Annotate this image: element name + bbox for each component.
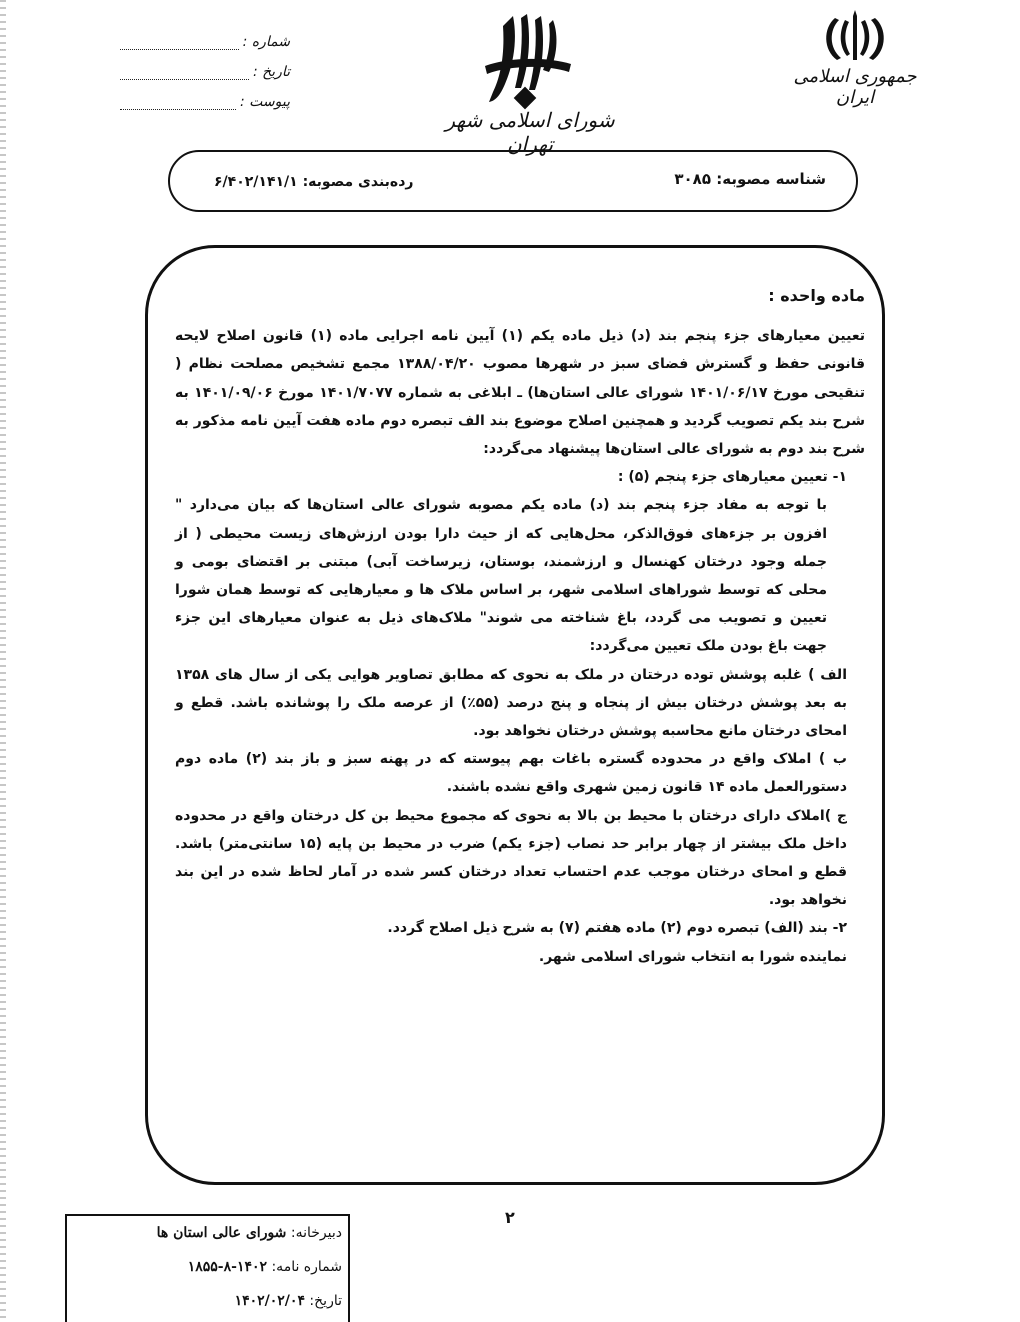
footer-line: نماینده شورا به انتخاب شورای اسلامی شهر. (538, 948, 847, 965)
header-field-line (120, 65, 249, 80)
stamp-date-value: ۱۴۰۲/۰۲/۰۴ (234, 1293, 305, 1309)
item-1-text: با توجه به مفاد جزء پنجم بند (د) ماده یکم مصوبه شورای عالی استان‌ها که بیان می‌دارد " افزون بر جزءهای فوق‌الذکر، محل‌هایی که از حیث دارا بودن ارزش‌های زیست محیطی ( از جمله وجود درختان کهنسال و ارزشمند، بوستان، زیرساخت آبی) مبتنی بر اقتضای بومی و محلی که توسط شوراهای اسلامی شهر، بر اساس ملاک ها و معیارهایی که توسط همان شورا تعیین و تصویب می گردد، باغ شناخته می شوند" ملاک‌های ذیل به عنوان معیارهای این جزء جهت باغ بودن ملک تعیین می‌گردد: (175, 497, 827, 655)
stamp-letter-value: ۱۴۰۲-۸-۱۸۵۵ (187, 1259, 268, 1275)
header-fields (120, 20, 290, 110)
item-1-title: ۱- تعیین معیارهای جزء پنجم (۵) : (617, 469, 847, 486)
scan-edge-artifact (0, 0, 6, 1320)
resolution-classification: رده‌بندی مصوبه: ۶/۴۰۲/۱۴۱/۱ (214, 174, 414, 190)
article-title: ماده واحده : (768, 286, 865, 305)
stamp-office-row (67, 1216, 348, 1250)
resolution-number: شناسه مصوبه: ۳۰۸۵ (674, 170, 826, 188)
header-field-attachment (120, 80, 290, 110)
item-2: ۲- بند (الف) تبصره دوم (۲) ماده هفتم (۷) به شرح ذیل اصلاح گردد. (387, 920, 847, 937)
header-field-line (120, 95, 236, 110)
header-field-number (120, 20, 290, 50)
logo-caption: شورای اسلامی شهر تهران (445, 108, 615, 156)
page-number: ۲ (505, 1208, 515, 1227)
secretariat-stamp (65, 1214, 350, 1322)
stamp-letter-label: شماره نامه: (271, 1259, 342, 1275)
header-field-date (120, 50, 290, 80)
resolution-body (175, 282, 865, 971)
intro-paragraph: تعیین معیارهای جزء پنجم بند (د) ذیل ماده یکم (۱) آیین نامه اجرایی ماده (۱) قانون اصلاح لایحه قانونی حفظ و گسترش فضای سبز در شهرها مصوب ۱۳۸۸/۰۴/۲۰ مجمع تشخیص مصلحت نظام ( تنقیحی مورخ ۱۴۰۱/۰۶/۱۷ شورای عالی استان‌ها) ـ ابلاغی به شماره ۱۴۰۱/۷۰۷۷ مورخ ۱۴۰۱/۰۹/۰۶ به شرح بند یکم تصویب گردید و همچنین اصلاح موضوع بند الف تبصره دوم ماده هفت آیین نامه مذکور به شرح بند دوم به شورای عالی استان‌ها پیشنهاد می‌گردد: (175, 328, 866, 458)
header-field-label: شماره : (242, 34, 290, 50)
resolution-id-box (168, 150, 858, 212)
iran-emblem-icon (815, 6, 895, 66)
header-field-label: تاریخ : (252, 64, 290, 80)
header-field-label: پیوست : (240, 94, 290, 110)
stamp-office-label: دبیرخانه: (290, 1225, 342, 1241)
stamp-office-value: شورای عالی استان ها (156, 1225, 287, 1241)
stamp-date-label: تاریخ: (309, 1293, 342, 1309)
clause-be: ب ) املاک واقع در محدوده گستره باغات بهم پیوسته که در پهنه سبز و باز بند (۲) ماده دوم دستورالعمل ماده ۱۴ قانون زمین شهری واقع نشده باشند. (175, 751, 847, 796)
header-field-line (120, 35, 239, 50)
stamp-letter-row (67, 1250, 348, 1284)
stamp-date-row (67, 1284, 348, 1318)
clause-alef: الف ) غلبه پوشش توده درختان در ملک به نحوی که مطابق تصاویر هوایی یکی از سال های ۱۳۵۸ به بعد پوشش درختان بیش از پنجاه و پنج درصد (۵۵٪) از عرصه ملک را پوشانده باشد. قطع و امحای درختان مانع محاسبه پوشش درختان نخواهد بود. (175, 666, 847, 740)
emblem-caption: جمهوری اسلامی ایران (793, 66, 917, 108)
clause-jim: ج )املاک دارای درختان با محیط بن بالا به نحوی که مجموع محیط بن کل درختان واقع در محدوده داخل ملک بیشتر از چهار برابر حد نصاب (جزء یکم) ضرب در محیط بن پایه (۱۵ سانتی‌متر) باشد. قطع و امحای درختان موجب عدم احتساب تعداد درختان کسر شده در آمار لحاظ شده در این بند نخواهد بود. (175, 807, 847, 909)
